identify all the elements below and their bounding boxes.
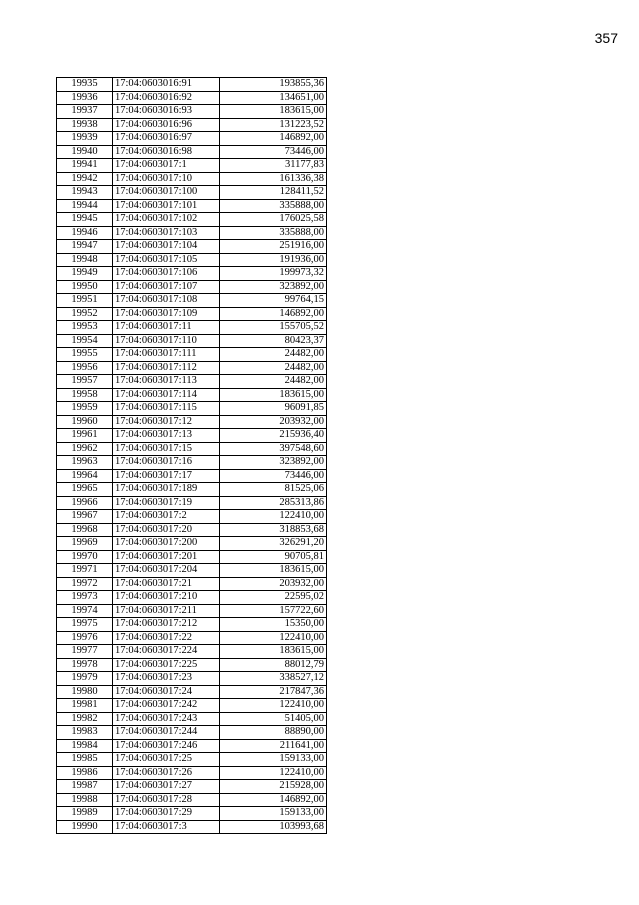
row-number-cell: 19983 bbox=[57, 726, 113, 740]
table-row bbox=[57, 699, 327, 713]
table-row bbox=[57, 672, 327, 686]
amount-cell: 217847,36 bbox=[220, 685, 327, 699]
table-row bbox=[57, 793, 327, 807]
page-number: 357 bbox=[594, 30, 618, 46]
row-number-cell: 19973 bbox=[57, 591, 113, 605]
cadastral-number-cell: 17:04:0603017:106 bbox=[113, 267, 220, 281]
row-number-cell: 19976 bbox=[57, 631, 113, 645]
row-number-cell: 19979 bbox=[57, 672, 113, 686]
amount-cell: 203932,00 bbox=[220, 577, 327, 591]
amount-cell: 73446,00 bbox=[220, 469, 327, 483]
cadastral-number-cell: 17:04:0603017:28 bbox=[113, 793, 220, 807]
table-row bbox=[57, 537, 327, 551]
amount-cell: 183615,00 bbox=[220, 564, 327, 578]
amount-cell: 191936,00 bbox=[220, 253, 327, 267]
table-row bbox=[57, 577, 327, 591]
row-number-cell: 19952 bbox=[57, 307, 113, 321]
row-number-cell: 19949 bbox=[57, 267, 113, 281]
amount-cell: 88890,00 bbox=[220, 726, 327, 740]
table-row bbox=[57, 321, 327, 335]
amount-cell: 90705,81 bbox=[220, 550, 327, 564]
cadastral-number-cell: 17:04:0603017:225 bbox=[113, 658, 220, 672]
table-row bbox=[57, 766, 327, 780]
amount-cell: 176025,58 bbox=[220, 213, 327, 227]
row-number-cell: 19982 bbox=[57, 712, 113, 726]
row-number-cell: 19970 bbox=[57, 550, 113, 564]
amount-cell: 81525,06 bbox=[220, 483, 327, 497]
table-row bbox=[57, 348, 327, 362]
table-row bbox=[57, 658, 327, 672]
row-number-cell: 19951 bbox=[57, 294, 113, 308]
row-number-cell: 19987 bbox=[57, 780, 113, 794]
table-row bbox=[57, 267, 327, 281]
cadastral-number-cell: 17:04:0603017:101 bbox=[113, 199, 220, 213]
cadastral-number-cell: 17:04:0603017:246 bbox=[113, 739, 220, 753]
cadastral-number-cell: 17:04:0603017:113 bbox=[113, 375, 220, 389]
amount-cell: 338527,12 bbox=[220, 672, 327, 686]
amount-cell: 88012,79 bbox=[220, 658, 327, 672]
row-number-cell: 19989 bbox=[57, 807, 113, 821]
amount-cell: 211641,00 bbox=[220, 739, 327, 753]
table-row bbox=[57, 145, 327, 159]
row-number-cell: 19961 bbox=[57, 429, 113, 443]
row-number-cell: 19948 bbox=[57, 253, 113, 267]
amount-cell: 134651,00 bbox=[220, 91, 327, 105]
amount-cell: 335888,00 bbox=[220, 226, 327, 240]
cadastral-number-cell: 17:04:0603017:103 bbox=[113, 226, 220, 240]
row-number-cell: 19950 bbox=[57, 280, 113, 294]
amount-cell: 159133,00 bbox=[220, 807, 327, 821]
row-number-cell: 19935 bbox=[57, 78, 113, 92]
table-row bbox=[57, 159, 327, 173]
cadastral-number-cell: 17:04:0603017:105 bbox=[113, 253, 220, 267]
cadastral-number-cell: 17:04:0603017:24 bbox=[113, 685, 220, 699]
table-body bbox=[57, 78, 327, 834]
cadastral-number-cell: 17:04:0603017:200 bbox=[113, 537, 220, 551]
cadastral-number-cell: 17:04:0603016:98 bbox=[113, 145, 220, 159]
amount-cell: 122410,00 bbox=[220, 699, 327, 713]
amount-cell: 215928,00 bbox=[220, 780, 327, 794]
cadastral-number-cell: 17:04:0603017:102 bbox=[113, 213, 220, 227]
table-row bbox=[57, 415, 327, 429]
table-row bbox=[57, 91, 327, 105]
table-row bbox=[57, 105, 327, 119]
amount-cell: 24482,00 bbox=[220, 375, 327, 389]
row-number-cell: 19985 bbox=[57, 753, 113, 767]
amount-cell: 251916,00 bbox=[220, 240, 327, 254]
table-row bbox=[57, 631, 327, 645]
cadastral-number-cell: 17:04:0603017:19 bbox=[113, 496, 220, 510]
cadastral-number-cell: 17:04:0603016:91 bbox=[113, 78, 220, 92]
cadastral-number-cell: 17:04:0603016:93 bbox=[113, 105, 220, 119]
amount-cell: 146892,00 bbox=[220, 307, 327, 321]
table-row bbox=[57, 172, 327, 186]
table-row bbox=[57, 523, 327, 537]
row-number-cell: 19945 bbox=[57, 213, 113, 227]
cadastral-number-cell: 17:04:0603017:15 bbox=[113, 442, 220, 456]
cadastral-number-cell: 17:04:0603017:25 bbox=[113, 753, 220, 767]
cadastral-number-cell: 17:04:0603017:17 bbox=[113, 469, 220, 483]
table-row bbox=[57, 753, 327, 767]
row-number-cell: 19941 bbox=[57, 159, 113, 173]
row-number-cell: 19946 bbox=[57, 226, 113, 240]
table-row bbox=[57, 118, 327, 132]
row-number-cell: 19974 bbox=[57, 604, 113, 618]
row-number-cell: 19971 bbox=[57, 564, 113, 578]
row-number-cell: 19956 bbox=[57, 361, 113, 375]
row-number-cell: 19954 bbox=[57, 334, 113, 348]
cadastral-number-cell: 17:04:0603017:104 bbox=[113, 240, 220, 254]
cadastral-number-cell: 17:04:0603016:96 bbox=[113, 118, 220, 132]
cadastral-number-cell: 17:04:0603017:107 bbox=[113, 280, 220, 294]
cadastral-number-cell: 17:04:0603017:112 bbox=[113, 361, 220, 375]
table-row bbox=[57, 820, 327, 834]
amount-cell: 323892,00 bbox=[220, 456, 327, 470]
amount-cell: 161336,38 bbox=[220, 172, 327, 186]
table-row bbox=[57, 780, 327, 794]
row-number-cell: 19988 bbox=[57, 793, 113, 807]
cadastral-number-cell: 17:04:0603017:27 bbox=[113, 780, 220, 794]
amount-cell: 128411,52 bbox=[220, 186, 327, 200]
row-number-cell: 19953 bbox=[57, 321, 113, 335]
amount-cell: 122410,00 bbox=[220, 510, 327, 524]
row-number-cell: 19937 bbox=[57, 105, 113, 119]
table-row bbox=[57, 712, 327, 726]
cadastral-number-cell: 17:04:0603017:114 bbox=[113, 388, 220, 402]
cadastral-number-cell: 17:04:0603017:210 bbox=[113, 591, 220, 605]
amount-cell: 157722,60 bbox=[220, 604, 327, 618]
cadastral-number-cell: 17:04:0603017:108 bbox=[113, 294, 220, 308]
amount-cell: 159133,00 bbox=[220, 753, 327, 767]
amount-cell: 22595,02 bbox=[220, 591, 327, 605]
row-number-cell: 19940 bbox=[57, 145, 113, 159]
amount-cell: 183615,00 bbox=[220, 105, 327, 119]
cadastral-number-cell: 17:04:0603017:11 bbox=[113, 321, 220, 335]
row-number-cell: 19978 bbox=[57, 658, 113, 672]
amount-cell: 122410,00 bbox=[220, 766, 327, 780]
row-number-cell: 19943 bbox=[57, 186, 113, 200]
table-row bbox=[57, 78, 327, 92]
table-row bbox=[57, 240, 327, 254]
table-row bbox=[57, 739, 327, 753]
amount-cell: 73446,00 bbox=[220, 145, 327, 159]
amount-cell: 199973,32 bbox=[220, 267, 327, 281]
amount-cell: 193855,36 bbox=[220, 78, 327, 92]
table-row bbox=[57, 280, 327, 294]
table-row bbox=[57, 294, 327, 308]
amount-cell: 335888,00 bbox=[220, 199, 327, 213]
table-row bbox=[57, 604, 327, 618]
cadastral-number-cell: 17:04:0603017:211 bbox=[113, 604, 220, 618]
amount-cell: 155705,52 bbox=[220, 321, 327, 335]
cadastral-number-cell: 17:04:0603017:23 bbox=[113, 672, 220, 686]
amount-cell: 146892,00 bbox=[220, 793, 327, 807]
amount-cell: 24482,00 bbox=[220, 348, 327, 362]
amount-cell: 96091,85 bbox=[220, 402, 327, 416]
amount-cell: 397548,60 bbox=[220, 442, 327, 456]
table-row bbox=[57, 388, 327, 402]
table-row bbox=[57, 186, 327, 200]
cadastral-number-cell: 17:04:0603017:16 bbox=[113, 456, 220, 470]
amount-cell: 99764,15 bbox=[220, 294, 327, 308]
cadastral-number-cell: 17:04:0603017:2 bbox=[113, 510, 220, 524]
row-number-cell: 19955 bbox=[57, 348, 113, 362]
table-row bbox=[57, 442, 327, 456]
cadastral-number-cell: 17:04:0603017:29 bbox=[113, 807, 220, 821]
cadastral-number-cell: 17:04:0603017:204 bbox=[113, 564, 220, 578]
row-number-cell: 19981 bbox=[57, 699, 113, 713]
table-row bbox=[57, 807, 327, 821]
amount-cell: 131223,52 bbox=[220, 118, 327, 132]
amount-cell: 31177,83 bbox=[220, 159, 327, 173]
cadastral-number-cell: 17:04:0603017:20 bbox=[113, 523, 220, 537]
cadastral-number-cell: 17:04:0603017:100 bbox=[113, 186, 220, 200]
table-row bbox=[57, 618, 327, 632]
row-number-cell: 19960 bbox=[57, 415, 113, 429]
cadastral-number-cell: 17:04:0603017:189 bbox=[113, 483, 220, 497]
amount-cell: 203932,00 bbox=[220, 415, 327, 429]
row-number-cell: 19938 bbox=[57, 118, 113, 132]
amount-cell: 122410,00 bbox=[220, 631, 327, 645]
table-row bbox=[57, 402, 327, 416]
amount-cell: 51405,00 bbox=[220, 712, 327, 726]
row-number-cell: 19972 bbox=[57, 577, 113, 591]
cadastral-number-cell: 17:04:0603017:21 bbox=[113, 577, 220, 591]
cadastral-number-cell: 17:04:0603017:26 bbox=[113, 766, 220, 780]
amount-cell: 215936,40 bbox=[220, 429, 327, 443]
cadastral-number-cell: 17:04:0603017:12 bbox=[113, 415, 220, 429]
table-row bbox=[57, 483, 327, 497]
table-row bbox=[57, 132, 327, 146]
cadastral-number-cell: 17:04:0603017:13 bbox=[113, 429, 220, 443]
cadastral-number-cell: 17:04:0603017:110 bbox=[113, 334, 220, 348]
table-row bbox=[57, 334, 327, 348]
cadastral-number-cell: 17:04:0603017:111 bbox=[113, 348, 220, 362]
table-row bbox=[57, 469, 327, 483]
data-table bbox=[56, 77, 327, 834]
row-number-cell: 19944 bbox=[57, 199, 113, 213]
cadastral-number-cell: 17:04:0603017:212 bbox=[113, 618, 220, 632]
amount-cell: 15350,00 bbox=[220, 618, 327, 632]
cadastral-number-cell: 17:04:0603017:242 bbox=[113, 699, 220, 713]
row-number-cell: 19963 bbox=[57, 456, 113, 470]
table-row bbox=[57, 564, 327, 578]
row-number-cell: 19986 bbox=[57, 766, 113, 780]
amount-cell: 318853,68 bbox=[220, 523, 327, 537]
row-number-cell: 19957 bbox=[57, 375, 113, 389]
table-row bbox=[57, 685, 327, 699]
table-row bbox=[57, 375, 327, 389]
amount-cell: 326291,20 bbox=[220, 537, 327, 551]
row-number-cell: 19958 bbox=[57, 388, 113, 402]
amount-cell: 146892,00 bbox=[220, 132, 327, 146]
cadastral-number-cell: 17:04:0603017:3 bbox=[113, 820, 220, 834]
row-number-cell: 19966 bbox=[57, 496, 113, 510]
cadastral-number-cell: 17:04:0603017:224 bbox=[113, 645, 220, 659]
table-row bbox=[57, 510, 327, 524]
row-number-cell: 19975 bbox=[57, 618, 113, 632]
row-number-cell: 19959 bbox=[57, 402, 113, 416]
table-row bbox=[57, 307, 327, 321]
row-number-cell: 19942 bbox=[57, 172, 113, 186]
cadastral-number-cell: 17:04:0603016:97 bbox=[113, 132, 220, 146]
amount-cell: 183615,00 bbox=[220, 388, 327, 402]
row-number-cell: 19962 bbox=[57, 442, 113, 456]
amount-cell: 285313,86 bbox=[220, 496, 327, 510]
row-number-cell: 19965 bbox=[57, 483, 113, 497]
row-number-cell: 19968 bbox=[57, 523, 113, 537]
table-row bbox=[57, 429, 327, 443]
cadastral-number-cell: 17:04:0603016:92 bbox=[113, 91, 220, 105]
amount-cell: 24482,00 bbox=[220, 361, 327, 375]
row-number-cell: 19936 bbox=[57, 91, 113, 105]
table-row bbox=[57, 199, 327, 213]
amount-cell: 80423,37 bbox=[220, 334, 327, 348]
row-number-cell: 19980 bbox=[57, 685, 113, 699]
row-number-cell: 19967 bbox=[57, 510, 113, 524]
cadastral-number-cell: 17:04:0603017:243 bbox=[113, 712, 220, 726]
row-number-cell: 19939 bbox=[57, 132, 113, 146]
table-row bbox=[57, 645, 327, 659]
table-row bbox=[57, 550, 327, 564]
table-row bbox=[57, 591, 327, 605]
cadastral-number-cell: 17:04:0603017:115 bbox=[113, 402, 220, 416]
table-row bbox=[57, 496, 327, 510]
table-row bbox=[57, 726, 327, 740]
cadastral-number-cell: 17:04:0603017:109 bbox=[113, 307, 220, 321]
cadastral-number-cell: 17:04:0603017:244 bbox=[113, 726, 220, 740]
row-number-cell: 19984 bbox=[57, 739, 113, 753]
table-row bbox=[57, 456, 327, 470]
amount-cell: 103993,68 bbox=[220, 820, 327, 834]
amount-cell: 323892,00 bbox=[220, 280, 327, 294]
row-number-cell: 19947 bbox=[57, 240, 113, 254]
row-number-cell: 19990 bbox=[57, 820, 113, 834]
table-row bbox=[57, 253, 327, 267]
cadastral-number-cell: 17:04:0603017:201 bbox=[113, 550, 220, 564]
row-number-cell: 19977 bbox=[57, 645, 113, 659]
row-number-cell: 19964 bbox=[57, 469, 113, 483]
cadastral-number-cell: 17:04:0603017:22 bbox=[113, 631, 220, 645]
cadastral-number-cell: 17:04:0603017:1 bbox=[113, 159, 220, 173]
table-row bbox=[57, 213, 327, 227]
table-row bbox=[57, 361, 327, 375]
cadastral-number-cell: 17:04:0603017:10 bbox=[113, 172, 220, 186]
amount-cell: 183615,00 bbox=[220, 645, 327, 659]
table-row bbox=[57, 226, 327, 240]
row-number-cell: 19969 bbox=[57, 537, 113, 551]
